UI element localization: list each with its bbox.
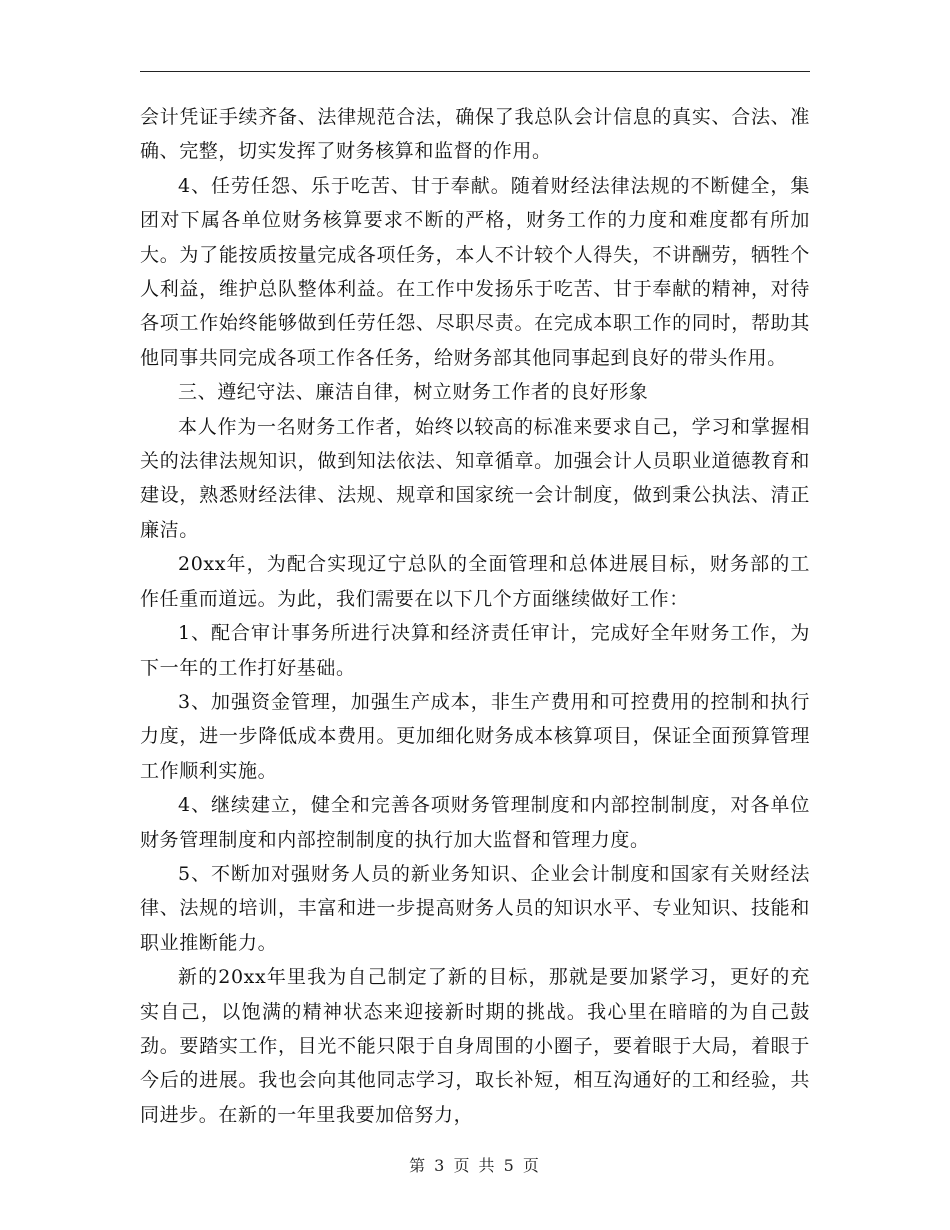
- header-rule: [140, 71, 810, 72]
- list-item: 1、配合审计事务所进行决算和经济责任审计，完成好全年财务工作，为下一年的工作打好基础。: [140, 622, 810, 679]
- list-item: 4、继续建立，健全和完善各项财务管理制度和内部控制制度，对各单位财务管理制度和内部控制制度的执行加大监督和管理力度。: [140, 794, 810, 851]
- document-body: [140, 100, 810, 1132]
- paragraph: 本人作为一名财务工作者，始终以较高的标准来要求自己，学习和掌握相关的法律法规知识，做到知法依法、知章循章。加强会计人员职业道德教育和建设，熟悉财经法律、法规、规章和国家统一会计制度，做到秉公执法、清正廉洁。: [140, 415, 810, 541]
- list-item: 3、加强资金管理，加强生产成本，非生产费用和可控费用的控制和执行力度，进一步降低成本费用。更加细化财务成本核算项目，保证全面预算管理工作顺利实施。: [140, 690, 810, 782]
- section-heading: 三、遵纪守法、廉洁自律，树立财务工作者的良好形象: [178, 381, 649, 404]
- list-item: 5、不断加对强财务人员的新业务知识、企业会计制度和国家有关财经法律、法规的培训，丰富和进一步提高财务人员的知识水平、专业知识、技能和职业推断能力。: [140, 862, 810, 954]
- paragraph: 会计凭证手续齐备、法律规范合法，确保了我总队会计信息的真实、合法、准确、完整，切实发挥了财务核算和监督的作用。: [140, 106, 810, 163]
- paragraph: 20xx年，为配合实现辽宁总队的全面管理和总体进展目标，财务部的工作任重而道远。为此，我们需要在以下几个方面继续做好工作：: [140, 553, 810, 610]
- page-number-footer: 第 3 页 共 5 页: [409, 1156, 541, 1175]
- paragraph: 4、任劳任怨、乐于吃苦、甘于奉献。随着财经法律法规的不断健全，集团对下属各单位财务核算要求不断的严格，财务工作的力度和难度都有所加大。为了能按质按量完成各项任务，本人不计较个人得失，不讲酬劳，牺牲个人利益，维护总队整体利益。在工作中发扬乐于吃苦、甘于奉献的精神，对待各项工作始终能够做到任劳任怨、尽职尽责。在完成本职工作的同时，帮助其他同事共同完成各项工作各任务，给财务部其他同事起到良好的带头作用。: [140, 174, 810, 369]
- paragraph: 新的20xx年里我为自己制定了新的目标，那就是要加紧学习，更好的充实自己，以饱满的精神状态来迎接新时期的挑战。我心里在暗暗的为自己鼓劲。要踏实工作，目光不能只限于自身周围的小圈子，要着眼于大局，着眼于今后的进展。我也会向其他同志学习，取长补短，相互沟通好的工和经验，共同进步。在新的一年里我要加倍努力，: [140, 966, 810, 1126]
